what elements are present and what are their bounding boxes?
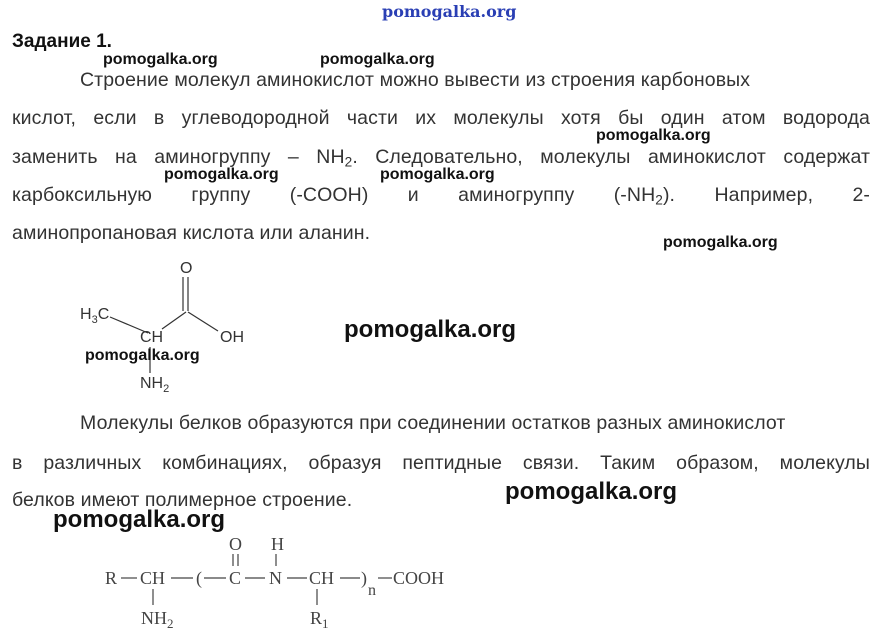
- peptide-r1: $R_1$: [310, 608, 329, 631]
- task-title: Задание 1.: [12, 31, 112, 52]
- watermark: pomogalka.org: [320, 51, 435, 68]
- watermark: pomogalka.org: [85, 347, 200, 364]
- peptide-o: O: [229, 534, 242, 554]
- paragraph1-line3: заменить на аминогруппу – $NH_2$. Следовательно, молекулы аминокислот содержат: [12, 146, 870, 170]
- alanine-bond-oh: [188, 312, 218, 331]
- paragraph2-line1: Молекулы белков образуются при соединении остатков разных аминокислот: [80, 412, 786, 434]
- watermark: pomogalka.org: [53, 506, 226, 533]
- peptide-close-paren: ): [361, 568, 367, 588]
- paragraph1-line1: Строение молекул аминокислот можно вывести из строения карбоновых: [80, 69, 751, 91]
- peptide-r: R: [105, 568, 118, 588]
- alanine-structure: [70, 255, 270, 400]
- paragraph1-line4-word: Например,: [714, 184, 814, 206]
- alanine-o-label: O: [180, 260, 193, 277]
- watermark: pomogalka.org: [505, 478, 678, 505]
- peptide-h: H: [271, 534, 284, 554]
- peptide-n: N: [269, 568, 282, 588]
- watermark: pomogalka.org: [663, 234, 778, 251]
- paragraph1-line4-word: $(-NH_2)$.: [613, 184, 676, 208]
- peptide-open-paren: (: [196, 568, 202, 588]
- alanine-bond-cooh: [162, 312, 186, 329]
- watermark: pomogalka.org: [103, 51, 218, 68]
- paragraph1-line4-word: группу: [191, 184, 251, 206]
- peptide-nh2: $NH_2$: [141, 608, 174, 631]
- watermark: pomogalka.org: [596, 127, 711, 144]
- paragraph1-line5: аминопропановая кислота или аланин.: [12, 222, 371, 244]
- paragraph1-line2: кислот, если в углеводородной части их молекулы хотя бы один атом водорода: [12, 107, 870, 129]
- alanine-ch-label: CH: [140, 329, 164, 346]
- peptide-n-index: n: [368, 582, 376, 599]
- paragraph1-line4-word: 2-: [852, 184, 870, 206]
- watermark: pomogalka.org: [164, 166, 279, 183]
- peptide-cooh: COOH: [393, 568, 445, 588]
- alanine-oh-label: OH: [220, 329, 244, 346]
- paragraph1-line4: [12, 184, 870, 207]
- peptide-ch2: CH: [309, 568, 335, 588]
- watermark: pomogalka.org: [380, 166, 495, 183]
- peptide-c: C: [229, 568, 242, 588]
- paragraph1-line4-word: и: [407, 184, 419, 206]
- watermark: pomogalka.org: [344, 316, 517, 343]
- paragraph1-line4-word: аминогруппу: [458, 184, 575, 206]
- peptide-ch1: CH: [140, 568, 166, 588]
- alanine-h3c-label: $H_3C$: [80, 306, 110, 326]
- alanine-nh2-label: $NH_2$: [140, 375, 170, 395]
- paragraph2-line3: белков имеют полимерное строение.: [12, 489, 353, 511]
- paragraph1-line4-word: карбоксильную: [12, 184, 153, 206]
- peptide-structure: [95, 533, 475, 638]
- paragraph2-line2: в различных комбинациях, образуя пептидные связи. Таким образом, молекулы: [12, 452, 870, 474]
- paragraph1-line4-word: (-COOH): [289, 184, 369, 206]
- top-watermark: pomogalka.org: [382, 2, 517, 21]
